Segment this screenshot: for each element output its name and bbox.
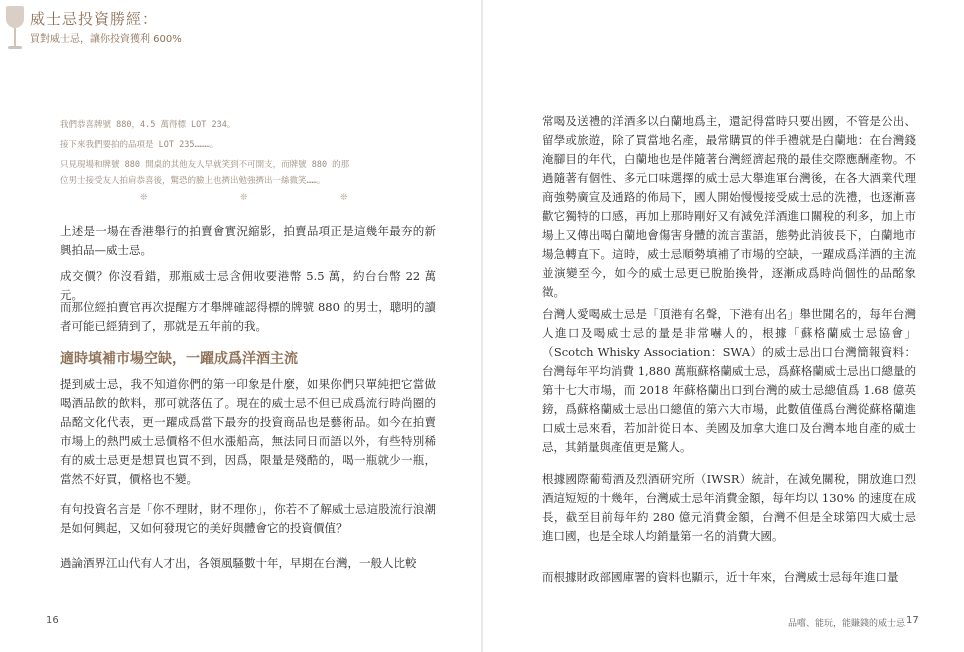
- page-number-right: 17: [906, 615, 919, 626]
- body-paragraph: 提到威士忌，我不知道你們的第一印象是什麼，如果你們只單純把它當做喝酒品飲的飲料，那可就落伍了。現在的威士忌不但已成爲流行時尚圈的品酩文化代表，更一躍成爲當下最夯的投資商品也是藝術品。如今在拍賣市場上的熱門威士忌價格不但水漲船高，無法同日而語以外，有些特別稀有的威士忌更是想買也買不到，因爲，限量是殘酷的，喝一瓶就少一瓶，當然不好買，價格也不變。: [60, 377, 436, 486]
- page-number-left: 16: [46, 615, 59, 626]
- quote-line: 我們恭喜牌號 880，4.5 萬得標 LOT 234。: [60, 120, 236, 130]
- page-gutter: [481, 0, 483, 652]
- whisky-glass-icon: [6, 6, 24, 54]
- body-paragraph: 上述是一場在香港舉行的拍賣會實況縮影，拍賣品項正是這幾年最夯的新興拍品—威士忌。: [60, 224, 436, 257]
- running-header: [0, 0, 480, 60]
- body-paragraph: 而根據財政部國庫署的資料也顯示，近十年來，台灣威士忌每年進口量: [542, 570, 899, 584]
- header-title: 威士忌投資勝經：: [30, 10, 159, 28]
- quote-line: 只見現場和牌號 880 開桌的其他友人早就笑到不可開支，而牌號 880 的那: [60, 160, 350, 170]
- ornament-star: ❊: [140, 193, 148, 203]
- body-paragraph: 根據國際葡萄酒及烈酒研究所（IWSR）統計，在減免關稅，開放進口烈酒這短短的十幾年，台灣威士忌年消費金額，每年均以 130% 的速度在成長，截至目前每年約 280 億元消費金額，台灣不但是全球第四大威士忌進口國，也是全球人均銷量第一名的消費大國。: [542, 472, 916, 543]
- body-paragraph: 有句投資名言是「你不理財，財不理你」，你若不了解威士忌這股流行浪潮是如何興起，又如何發現它的美好與體會它的投資價值？: [60, 502, 436, 535]
- quote-line: 位男士接受友人拍肩恭喜後，驚恐的臉上也擠出勉強擠出一絲微笑……。: [60, 176, 326, 186]
- quote-line: 接下來我們要拍的品項是 LOT 235………。: [60, 140, 219, 150]
- ornament-star: ❊: [240, 193, 248, 203]
- running-footer: 品嚐、能玩，能賺錢的威士忌: [788, 619, 906, 629]
- section-heading: 適時填補市場空缺，一躍成爲洋酒主流: [60, 351, 298, 367]
- header-subtitle: 買對威士忌，讓你投資獲利 600%: [30, 34, 182, 45]
- body-paragraph: 過論酒界江山代有人才出，各領風騷數十年，早期在台灣，一般人比較: [60, 556, 417, 570]
- body-paragraph: 台灣人愛喝威士忌是「頂港有名聲，下港有出名」舉世聞名的，每年台灣人進口及喝威士忌的量是非常嚇人的，根據「蘇格蘭威士忌協會」（Scotch Whisky Association：SWA）的威士忌出口台灣簡報資料：台灣每年平均消費 1,880 萬瓶蘇格蘭威士忌，爲蘇格蘭威士忌出口總量的第十七大市場，而 2018 年蘇格蘭出口到台灣的威士忌總值爲 1.68 億英鎊，爲蘇格蘭威士忌出口總值的第六大市場，此數值僅爲台灣從蘇格蘭進口威士忌來看，若加計從日本、美國及加拿大進口及台灣本地自產的威士忌，其銷量與產值更是驚人。: [542, 307, 916, 454]
- body-paragraph: 常喝及送禮的洋酒多以白蘭地爲主，還記得當時只要出國，不管是公出、留學或旅遊，除了買當地名產，最常購買的伴手禮就是白蘭地：在台灣錢淹腳目的年代，白蘭地也是伴隨著台灣經濟起飛的最佳交際應酬產物。不過隨著有個性、多元口味選擇的威士忌大舉進軍台灣後，在各大酒業代理商強勢廣宣及通路的佈局下，國人開始慢慢接受威士忌的洗禮，也逐漸喜歡它獨特的口感，再加上那時剛好又有減免洋酒進口關稅的利多，加上市場上又傳出喝白蘭地會傷害身體的流言蜚語，態勢此消彼長下，白蘭地市場急轉直下。這時，威士忌順勢填補了市場的空缺，一躍成爲洋酒的主流並演變至今，如今的威士忌更已脫胎換骨，逐漸成爲時尚個性的品酩象徵。: [542, 114, 916, 299]
- body-paragraph: 而那位經拍賣官再次提醒方才舉牌確認得標的牌號 880 的男士，聰明的讀者可能已經猜到了，那就是五年前的我。: [60, 300, 436, 333]
- body-paragraph: 成交價？你沒看錯，那瓶威士忌含佣收要港幣 5.5 萬，約台台幣 22 萬元。: [60, 269, 436, 302]
- ornament-star: ❊: [340, 193, 348, 203]
